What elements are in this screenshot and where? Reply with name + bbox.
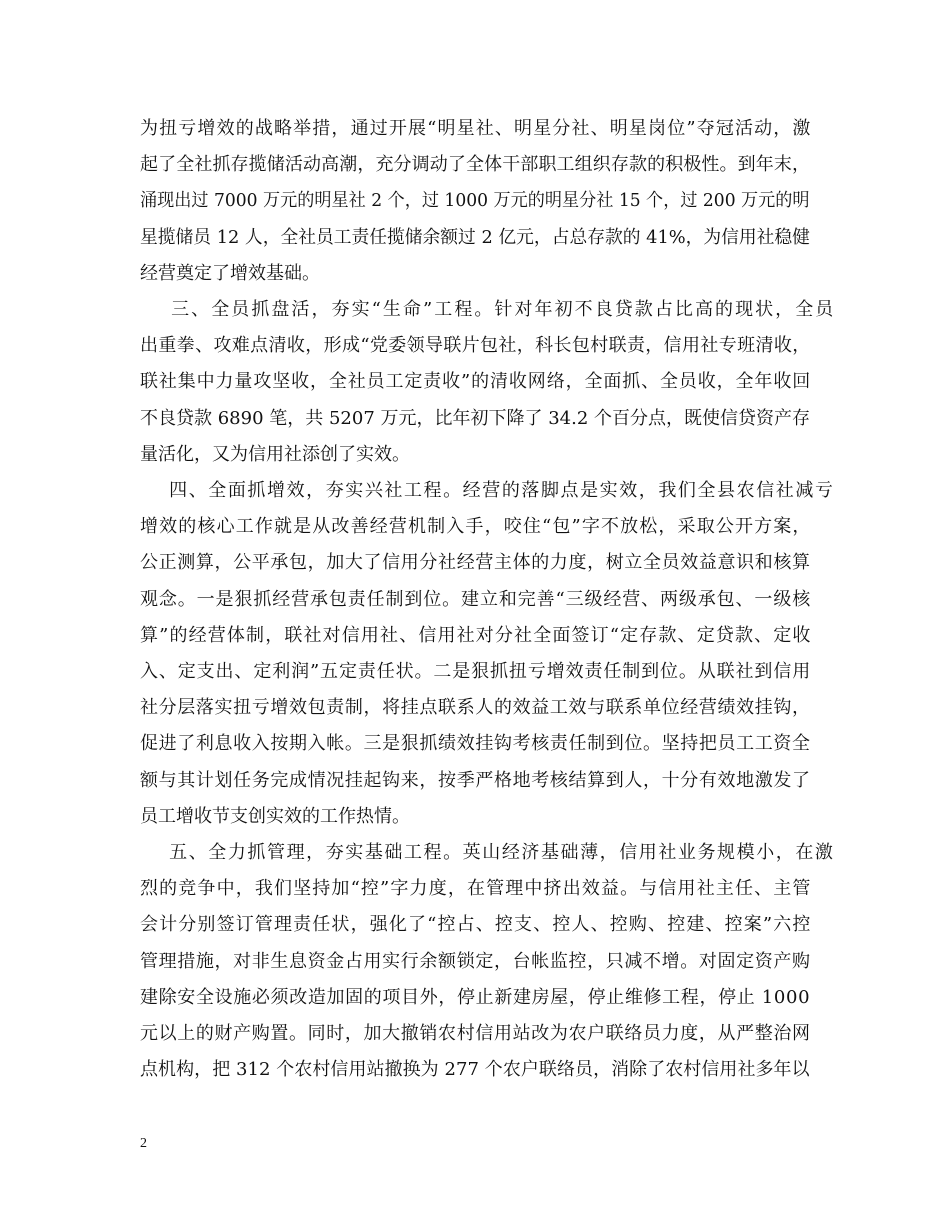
text-line: 公正测算，公平承包，加大了信用分社经营主体的力度，树立全员效益意识和核算 (140, 552, 811, 573)
text-line: 经营奠定了增效基础。 (140, 263, 320, 284)
text-line: 员工增收节支创实效的工作热情。 (140, 806, 410, 827)
text-line: 为扭亏增效的战略举措，通过开展“明星社、明星分社、明星岗位”夺冠活动，激 (140, 118, 812, 139)
text-line: 三、全员抓盘活，夯实“生命”工程。针对年初不良贷款占比高的现状，全员 (140, 299, 836, 320)
text-line: 入、定支出、定利润”五定责任状。二是狠抓扭亏增效责任制到位。从联社到信用 (140, 661, 812, 682)
text-line: 增效的核心工作就是从改善经营机制入手，咬住“包”字不放松，采取公开方案， (140, 516, 812, 537)
text-line: 管理措施，对非生息资金占用实行余额锁定，台帐监控，只减不增。对固定资产购 (140, 951, 811, 972)
page-number: 2 (140, 1136, 147, 1151)
text-line: 出重拳、攻难点清收，形成“党委领导联片包社，科长包村联责，信用社专班清收， (140, 335, 811, 356)
text-line: 社分层落实扭亏增效包责制，将挂点联系人的效益工效与联系单位经营绩效挂钩， (140, 697, 811, 718)
text-line: 算”的经营体制，联社对信用社、信用社对分社全面签订“定存款、定贷款、定收 (140, 625, 812, 646)
text-line: 烈的竞争中，我们坚持加“控”字力度，在管理中挤出效益。与信用社主任、主管 (140, 878, 812, 899)
text-line: 联社集中力量攻坚收，全社员工定责收”的清收网络，全面抓、全员收，全年收回 (140, 371, 812, 392)
text-line: 额与其计划任务完成情况挂起钩来，按季严格地考核结算到人，十分有效地激发了 (140, 770, 811, 791)
text-line: 会计分别签订管理责任状，强化了“控占、控支、控人、控购、控建、控案”六控 (140, 914, 812, 935)
text-line: 点机构，把 312 个农村信用站撤换为 277 个农户联络员，消除了农村信用社多年以 (140, 1059, 810, 1080)
text-line: 量活化，又为信用社添创了实效。 (140, 444, 410, 465)
text-line: 促进了利息收入按期入帐。三是狠抓绩效挂钩考核责任制到位。坚持把员工工资全 (140, 733, 811, 754)
text-line: 建除安全设施必须改造加固的项目外，停止新建房屋，停止维修工程，停止 1000 (140, 987, 811, 1008)
text-line: 不良贷款 6890 笔，共 5207 万元，比年初下降了 34.2 个百分点，既使信贷资产存 (140, 408, 811, 429)
text-line: 起了全社抓存揽储活动高潮，充分调动了全体干部职工组织存款的积极性。到年末， (140, 154, 811, 175)
text-line: 元以上的财产购置。同时，加大撤销农村信用站改为农户联络员力度，从严整治网 (140, 1023, 811, 1044)
text-line: 观念。一是狠抓经营承包责任制到位。建立和完善“三级经营、两级承包、一级核 (140, 589, 812, 610)
text-line: 星揽储员 12 人，全社员工责任揽储余额过 2 亿元，占总存款的 41%，为信用社稳健 (140, 227, 810, 248)
text-line: 五、全力抓管理，夯实基础工程。英山经济基础薄，信用社业务规模小，在激 (140, 842, 835, 863)
text-line: 四、全面抓增效，夯实兴社工程。经营的落脚点是实效，我们全县农信社减亏 (140, 480, 835, 501)
text-line: 涌现出过 7000 万元的明星社 2 个，过 1000 万元的明星分社 15 个，过 200 万元的明 (140, 190, 810, 211)
